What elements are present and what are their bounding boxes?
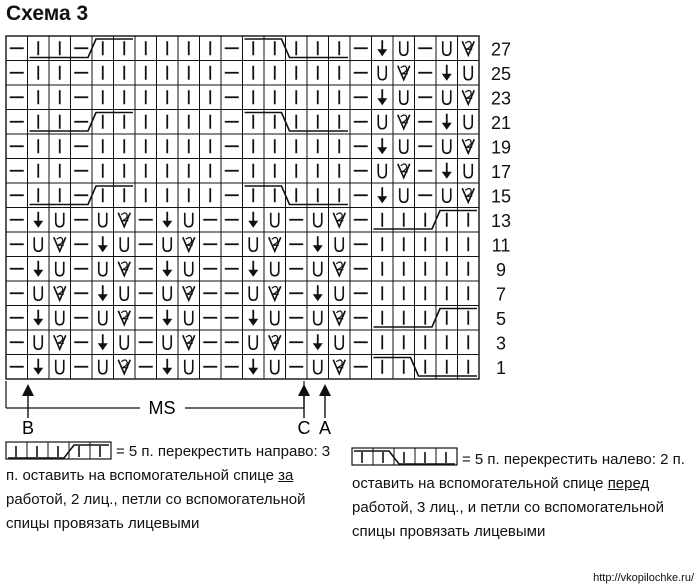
decrease-arrow-icon — [162, 359, 172, 375]
row-number: 13 — [490, 210, 512, 231]
yarn-over-icon — [443, 90, 451, 104]
twisted-stitch-icon — [462, 41, 474, 55]
yarn-over-icon — [99, 311, 107, 325]
twisted-stitch-icon — [333, 360, 345, 374]
yarn-over-icon — [56, 213, 64, 227]
decrease-arrow-icon — [442, 65, 452, 81]
decrease-arrow-icon — [313, 236, 323, 252]
yarn-over-icon — [271, 311, 279, 325]
twisted-stitch-icon — [269, 286, 281, 300]
row-number: 23 — [490, 88, 512, 109]
yarn-over-icon — [271, 213, 279, 227]
twisted-stitch-icon — [54, 237, 66, 251]
row-number: 21 — [490, 112, 512, 133]
legend-left-text-a: = 5 п. перекрестить налево: 2 п. оставить на вспомогательной спице — [352, 451, 685, 492]
twisted-stitch-icon — [462, 188, 474, 202]
decrease-arrow-icon — [33, 359, 43, 375]
row-number: 7 — [495, 284, 507, 305]
twisted-stitch-icon — [398, 66, 410, 80]
watermark: http://vkopilochke.ru/ — [593, 572, 694, 584]
decrease-arrow-icon — [33, 310, 43, 326]
twisted-stitch-icon — [54, 286, 66, 300]
label-c: C — [297, 418, 311, 438]
yarn-over-icon — [378, 164, 386, 178]
row-number: 5 — [495, 308, 507, 329]
row-number: 19 — [490, 137, 512, 158]
yarn-over-icon — [335, 286, 343, 300]
yarn-over-icon — [56, 262, 64, 276]
yarn-over-icon — [378, 115, 386, 129]
row-number: 25 — [490, 63, 512, 84]
yarn-over-icon — [34, 335, 42, 349]
row-number: 9 — [495, 259, 507, 280]
decrease-arrow-icon — [377, 138, 387, 154]
legend-right-text-a: = 5 п. перекрестить направо: 3 п. оставить на вспомогательной спице — [6, 443, 331, 484]
decrease-arrow-icon — [442, 114, 452, 130]
yarn-over-icon — [400, 90, 408, 104]
legend-left-cable — [352, 448, 688, 544]
yarn-over-icon — [335, 335, 343, 349]
yarn-over-icon — [163, 335, 171, 349]
yarn-over-icon — [464, 164, 472, 178]
twisted-stitch-icon — [118, 311, 130, 325]
decrease-arrow-icon — [162, 212, 172, 228]
decrease-arrow-icon — [98, 236, 108, 252]
yarn-over-icon — [99, 360, 107, 374]
row-number: 27 — [490, 39, 512, 60]
twisted-stitch-icon — [183, 237, 195, 251]
row-number: 1 — [495, 357, 507, 378]
twisted-stitch-icon — [462, 139, 474, 153]
yarn-over-icon — [314, 262, 322, 276]
legend-right-cable — [6, 440, 340, 536]
yarn-over-icon — [34, 237, 42, 251]
row-number: 17 — [490, 161, 512, 182]
yarn-over-icon — [314, 213, 322, 227]
row-number: 11 — [491, 235, 511, 256]
yarn-over-icon — [378, 66, 386, 80]
twisted-stitch-icon — [118, 262, 130, 276]
row-number: 3 — [495, 333, 507, 354]
yarn-over-icon — [314, 311, 322, 325]
decrease-arrow-icon — [248, 359, 258, 375]
label-a: A — [318, 418, 332, 438]
decrease-arrow-icon — [248, 212, 258, 228]
yarn-over-icon — [56, 311, 64, 325]
decrease-arrow-icon — [33, 212, 43, 228]
decrease-arrow-icon — [442, 163, 452, 179]
yarn-over-icon — [120, 286, 128, 300]
twisted-stitch-icon — [333, 262, 345, 276]
row-number: 15 — [490, 186, 512, 207]
twisted-stitch-icon — [269, 237, 281, 251]
arrow-a-icon — [319, 384, 331, 396]
twisted-stitch-icon — [333, 213, 345, 227]
yarn-over-icon — [185, 311, 193, 325]
yarn-over-icon — [185, 360, 193, 374]
twisted-stitch-icon — [269, 335, 281, 349]
twisted-stitch-icon — [54, 335, 66, 349]
yarn-over-icon — [314, 360, 322, 374]
yarn-over-icon — [400, 139, 408, 153]
yarn-over-icon — [443, 188, 451, 202]
yarn-over-icon — [185, 262, 193, 276]
arrow-b-icon — [22, 384, 34, 396]
yarn-over-icon — [464, 66, 472, 80]
decrease-arrow-icon — [377, 40, 387, 56]
yarn-over-icon — [34, 286, 42, 300]
yarn-over-icon — [443, 41, 451, 55]
legend-right-underlined: за — [278, 467, 294, 484]
yarn-over-icon — [163, 286, 171, 300]
decrease-arrow-icon — [313, 334, 323, 350]
yarn-over-icon — [249, 286, 257, 300]
decrease-arrow-icon — [162, 261, 172, 277]
twisted-stitch-icon — [398, 115, 410, 129]
twisted-stitch-icon — [333, 311, 345, 325]
yarn-over-icon — [99, 213, 107, 227]
yarn-over-icon — [56, 360, 64, 374]
twisted-stitch-icon — [183, 335, 195, 349]
decrease-arrow-icon — [33, 261, 43, 277]
yarn-over-icon — [249, 335, 257, 349]
ms-label: MS — [148, 398, 176, 418]
yarn-over-icon — [271, 360, 279, 374]
twisted-stitch-icon — [183, 286, 195, 300]
yarn-over-icon — [335, 237, 343, 251]
decrease-arrow-icon — [162, 310, 172, 326]
yarn-over-icon — [400, 41, 408, 55]
yarn-over-icon — [443, 139, 451, 153]
twisted-stitch-icon — [118, 360, 130, 374]
legend-right-text-b: работой, 2 лиц., петли со вспомогательной спицы провязать лицевыми — [6, 491, 306, 532]
yarn-over-icon — [271, 262, 279, 276]
yarn-over-icon — [400, 188, 408, 202]
legend-left-text-b: работой, 3 лиц., и петли со вспомогательной спицы провязать лицевыми — [352, 499, 665, 540]
decrease-arrow-icon — [248, 261, 258, 277]
decrease-arrow-icon — [377, 89, 387, 105]
legend-left-underlined: перед — [607, 475, 650, 492]
label-b: B — [21, 418, 35, 438]
yarn-over-icon — [99, 262, 107, 276]
yarn-over-icon — [163, 237, 171, 251]
twisted-stitch-icon — [398, 164, 410, 178]
yarn-over-icon — [185, 213, 193, 227]
yarn-over-icon — [120, 237, 128, 251]
row-numbers — [491, 39, 511, 378]
twisted-stitch-icon — [462, 90, 474, 104]
decrease-arrow-icon — [98, 334, 108, 350]
yarn-over-icon — [249, 237, 257, 251]
arrow-c-icon — [298, 384, 310, 396]
bottom-markers — [6, 381, 331, 438]
decrease-arrow-icon — [98, 285, 108, 301]
chart-title: Схема 3 — [6, 2, 89, 25]
decrease-arrow-icon — [377, 187, 387, 203]
yarn-over-icon — [120, 335, 128, 349]
decrease-arrow-icon — [313, 285, 323, 301]
twisted-stitch-icon — [118, 213, 130, 227]
decrease-arrow-icon — [248, 310, 258, 326]
yarn-over-icon — [464, 115, 472, 129]
